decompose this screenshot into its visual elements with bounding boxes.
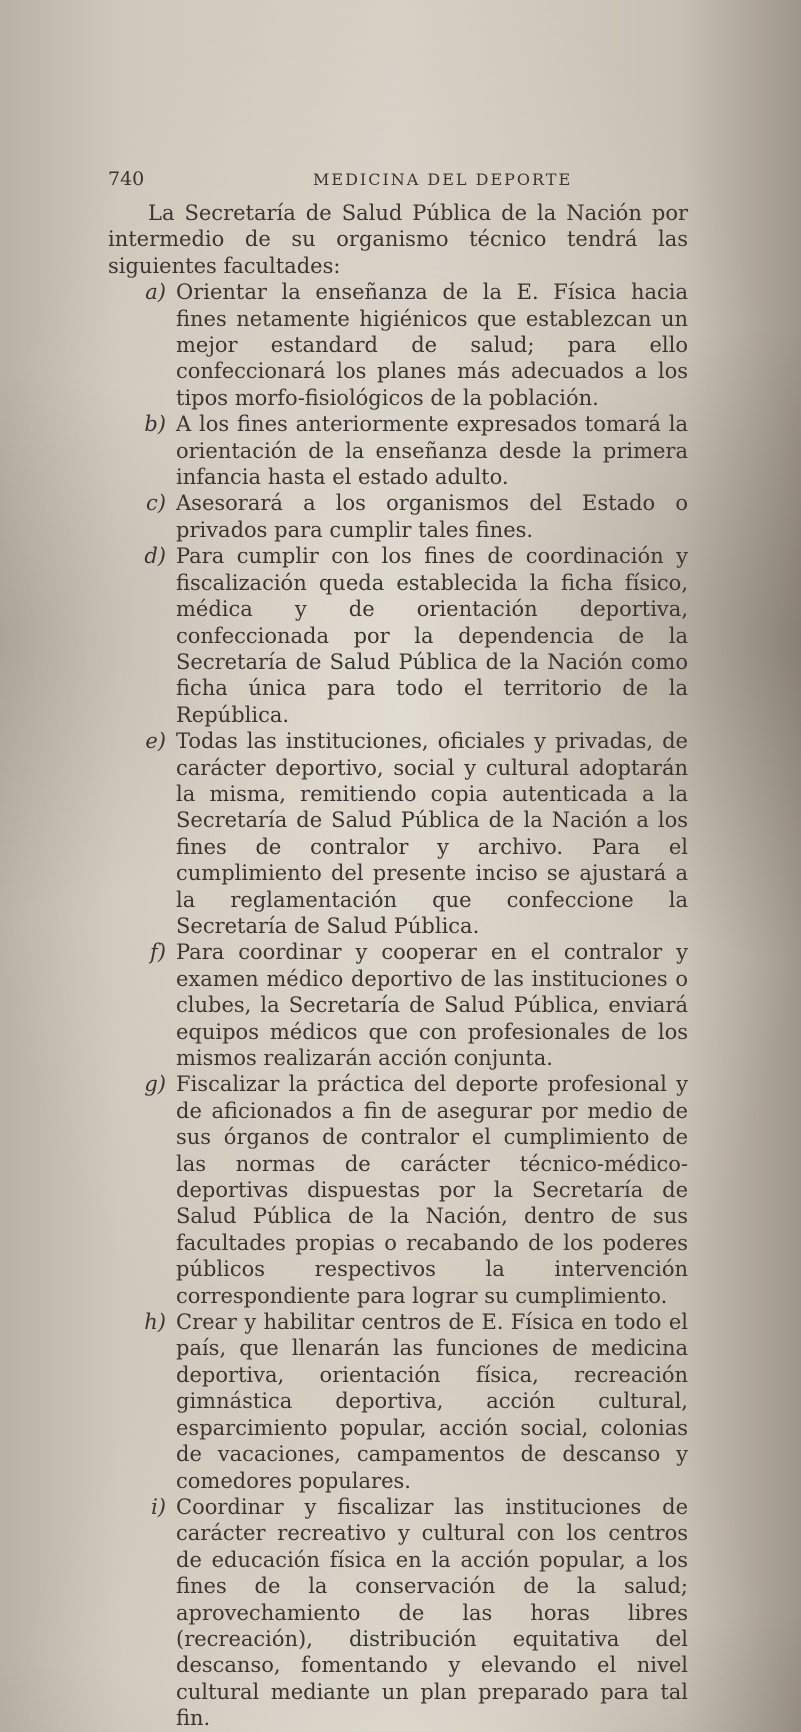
page-number: 740 bbox=[108, 168, 145, 190]
list-item-f bbox=[108, 939, 688, 1071]
list-item-e bbox=[108, 728, 688, 939]
list-item-d bbox=[108, 543, 688, 728]
list-item-text: A los fines anteriormente expresados tomará la orientación de la enseñanza desde la primera infancia hasta el estado adulto. bbox=[176, 412, 688, 490]
body-text bbox=[108, 200, 688, 1732]
intro-paragraph: La Secretaría de Salud Pública de la Nación por intermedio de su organismo técnico tendrá las siguientes facultades: bbox=[108, 201, 688, 278]
faculties-list bbox=[108, 279, 688, 1731]
list-item-h bbox=[108, 1309, 688, 1494]
list-item-text: Para cumplir con los fines de coordinación y fiscalización queda establecida la ficha físico, médica y de orientación deportiva, confeccionada por la dependencia de la Secretaría de Salud Pública de la Nación como ficha única para todo el territorio de la República. bbox=[176, 544, 688, 727]
list-marker: b) bbox=[144, 412, 166, 437]
list-item-text: Para coordinar y cooperar en el contralor y examen médico deportivo de las instituciones o clubes, la Secretaría de Salud Pública, enviará equipos médicos que con profesionales de los mismos realizarán acción conjunta. bbox=[176, 940, 688, 1070]
list-item-text: Todas las instituciones, oficiales y privadas, de carácter deportivo, social y cultural adoptarán la misma, remitiendo copia autenticada a la Secretaría de Salud Pública de la Nación a los fines de contralor y archivo. Para el cumplimiento del presente inciso se ajustará a la reglamentación que confeccione la Secretaría de Salud Pública. bbox=[176, 729, 688, 938]
list-marker: c) bbox=[146, 491, 166, 516]
list-item-text: Crear y habilitar centros de E. Física en todo el país, que llenarán las funciones de medicina deportiva, orientación física, recreación gimnástica deportiva, acción cultural, esparcimiento popular, acción social, colonias de vacaciones, campamentos de descanso y comedores populares. bbox=[176, 1310, 688, 1493]
list-item-text: Coordinar y fiscalizar las instituciones de carácter recreativo y cultural con los centros de educación física en la acción popular, a los fines de la conservación de la salud; aprovechamiento de las horas libres (recreación), distribución equitativa del descanso, fomentando y elevando el nivel cultural mediante un plan preparado para tal fin. bbox=[176, 1494, 688, 1731]
list-marker: g) bbox=[144, 1072, 166, 1097]
list-marker: h) bbox=[144, 1310, 166, 1335]
list-marker: d) bbox=[144, 544, 166, 569]
list-item-i bbox=[108, 1494, 688, 1732]
list-item-text: Orientar la enseñanza de la E. Física hacia fines netamente higiénicos que establezcan un mejor estandard de salud; para ello confeccionará los planes más adecuados a los tipos morfo-fisiológicos de la población. bbox=[176, 280, 688, 410]
list-item-text: Fiscalizar la práctica del deporte profesional y de aficionados a fin de asegurar por medio de sus órganos de contralor el cumplimiento de las normas de carácter técnico-médico-deportivas dispuestas por la Secretaría de Salud Pública de la Nación, dentro de sus facultades propias o recabando de los poderes públicos respectivos la intervención correspondiente para lograr su cumplimiento. bbox=[176, 1072, 688, 1308]
list-item-g bbox=[108, 1071, 688, 1309]
page-header bbox=[108, 168, 668, 194]
list-marker: a) bbox=[145, 280, 166, 305]
list-marker: i) bbox=[151, 1494, 166, 1519]
list-item-b bbox=[108, 411, 688, 490]
list-item-text: Asesorará a los organismos del Estado o privados para cumplir tales fines. bbox=[176, 491, 688, 542]
list-item-c bbox=[108, 490, 688, 543]
list-marker: f) bbox=[150, 940, 166, 965]
list-item-a bbox=[108, 279, 688, 411]
list-marker: e) bbox=[145, 729, 166, 754]
running-head: MEDICINA DEL DEPORTE bbox=[313, 170, 573, 189]
